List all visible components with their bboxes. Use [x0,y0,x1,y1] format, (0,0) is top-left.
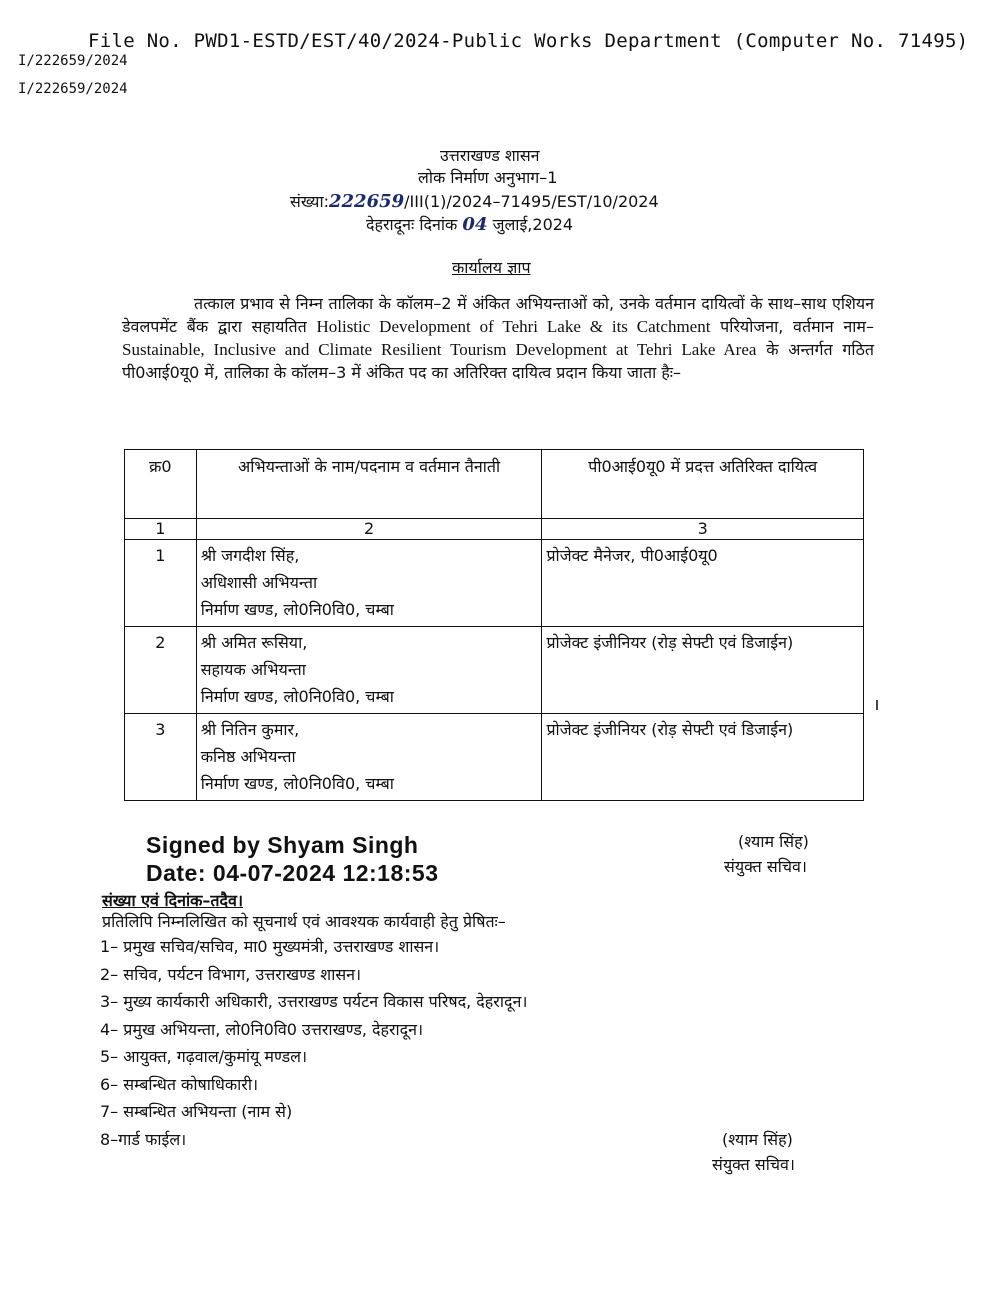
header-additional-role: पी0आई0यू0 में प्रदत्त अतिरिक्त दायित्व [542,450,864,519]
engineer-name: श्री अमित रूसिया, [200,633,308,652]
reference-number-2: I/222659/2024 [18,81,128,97]
body-paragraph [122,292,874,384]
serial-number: 2 [125,627,197,714]
government-name: उत्तराखण्ड शासन [440,146,540,165]
endorsement-intro: प्रतिलिपि निम्नलिखित को सूचनार्थ एवं आवश्यक कार्यवाही हेतु प्रेषितः– [102,912,506,931]
header-engineer: अभियन्ताओं के नाम/पदनाम व वर्तमान तैनाती [196,450,542,519]
column-number: 3 [542,519,864,540]
date-suffix: जुलाई,2024 [492,215,574,234]
engineer-designation: कनिष्ठ अभियन्ता [200,747,296,766]
signatory-name: (श्याम सिंह) [738,832,809,851]
engineer-designation: अधिशासी अभियन्ता [200,573,318,592]
body-part-1: तत्काल प्रभाव से निम्न तालिका के कॉलम–2 में अंकित अभियन्ताओं को, उनके वर्तमान दायित्वों के साथ–साथ एशियन डेवलपमेंट बैंक द्वारा सहायतित [122,294,874,336]
body-english-2: Sustainable, Inclusive and Climate Resilient Tourism Development at Tehri Lake Area [122,340,757,359]
signatory-designation: संयुक्त सचिव। [724,857,807,876]
signatory-name: (श्याम सिंह) [722,1130,793,1149]
date-handwritten: 04 [462,214,488,235]
letter-number-handwritten: 222659 [329,191,405,212]
list-item: 2– सचिव, पर्यटन विभाग, उत्तराखण्ड शासन। [100,964,362,984]
table-row [125,540,864,627]
list-item: 4– प्रमुख अभियन्ता, लो0नि0वि0 उत्तराखण्ड, देहरादून। [100,1019,424,1039]
list-item: 5– आयुक्त, गढ़वाल/कुमांयू मण्डल। [100,1047,308,1066]
place-date-prefix: देहरादूनः दिनांक [366,215,458,234]
list-item: 1– प्रमुख सचिव/सचिव, मा0 मुख्यमंत्री, उत्तराखण्ड शासन। [100,937,440,956]
recipient-list [100,933,527,1153]
section-name: लोक निर्माण अनुभाग–1 [418,168,558,187]
reference-number-1: I/222659/2024 [18,53,128,69]
memo-title: कार्यालय ज्ञाप [452,258,531,277]
body-part-2: परियोजना, वर्तमान नाम– [720,317,874,336]
assignment-table [124,449,864,801]
digital-signature-name: Signed by Shyam Singh [146,832,419,858]
place-date [366,213,573,235]
list-item: 6– सम्बन्धित कोषाधिकारी। [100,1074,259,1094]
body-part-3: के अन्तर्गत गठित पी0आई0यू0 में, तालिका के कॉलम–3 में अंकित पद का अतिरिक्त दायित्व प्रदान किया जाता हैः– [122,340,874,382]
engineer-posting: निर्माण खण्ड, लो0नि0वि0, चम्बा [200,774,394,793]
letter-number-prefix: संख्या: [290,192,329,211]
table-row [125,714,864,801]
additional-role: प्रोजेक्ट इंजीनियर (रोड़ सेफ्टी एवं डिजाईन) [542,714,864,801]
engineer-name: श्री जगदीश सिंह, [200,546,300,565]
table-row [125,627,864,714]
file-number-header: File No. PWD1-ESTD/EST/40/2024-Public Works Department (Computer No. 71495) [88,30,969,52]
engineer-details [196,714,542,801]
engineer-details [196,540,542,627]
digital-signature-date: Date: 04-07-2024 12:18:53 [146,860,439,886]
column-number: 1 [125,519,197,540]
body-english-1: Holistic Development of Tehri Lake & its Catchment [316,317,711,336]
header-serial: क्र0 [125,450,197,519]
margin-mark [876,700,878,710]
additional-role: प्रोजेक्ट मैनेजर, पी0आई0यू0 [542,540,864,627]
list-item: 3– मुख्य कार्यकारी अधिकारी, उत्तराखण्ड पर्यटन विकास परिषद, देहरादून। [100,992,528,1011]
table-column-number-row [125,519,864,540]
serial-number: 3 [125,714,197,801]
serial-number: 1 [125,540,197,627]
endorsement-reference: संख्या एवं दिनांक–तदैव। [102,891,244,910]
engineer-name: श्री नितिन कुमार, [200,720,300,739]
list-item: 7– सम्बन्धित अभियन्ता (नाम से) [100,1102,293,1121]
additional-role: प्रोजेक्ट इंजीनियर (रोड़ सेफ्टी एवं डिजाईन) [542,627,864,714]
engineer-designation: सहायक अभियन्ता [200,660,306,679]
signatory-designation: संयुक्त सचिव। [712,1155,795,1174]
engineer-posting: निर्माण खण्ड, लो0नि0वि0, चम्बा [200,600,394,619]
engineer-posting: निर्माण खण्ड, लो0नि0वि0, चम्बा [200,687,394,706]
engineer-details [196,627,542,714]
letter-number [290,190,659,212]
table-header-row [125,450,864,519]
letter-number-suffix: /III(1)/2024–71495/EST/10/2024 [404,192,659,211]
list-item: 8–गार्ड फाईल। [100,1129,187,1149]
column-number: 2 [196,519,542,540]
